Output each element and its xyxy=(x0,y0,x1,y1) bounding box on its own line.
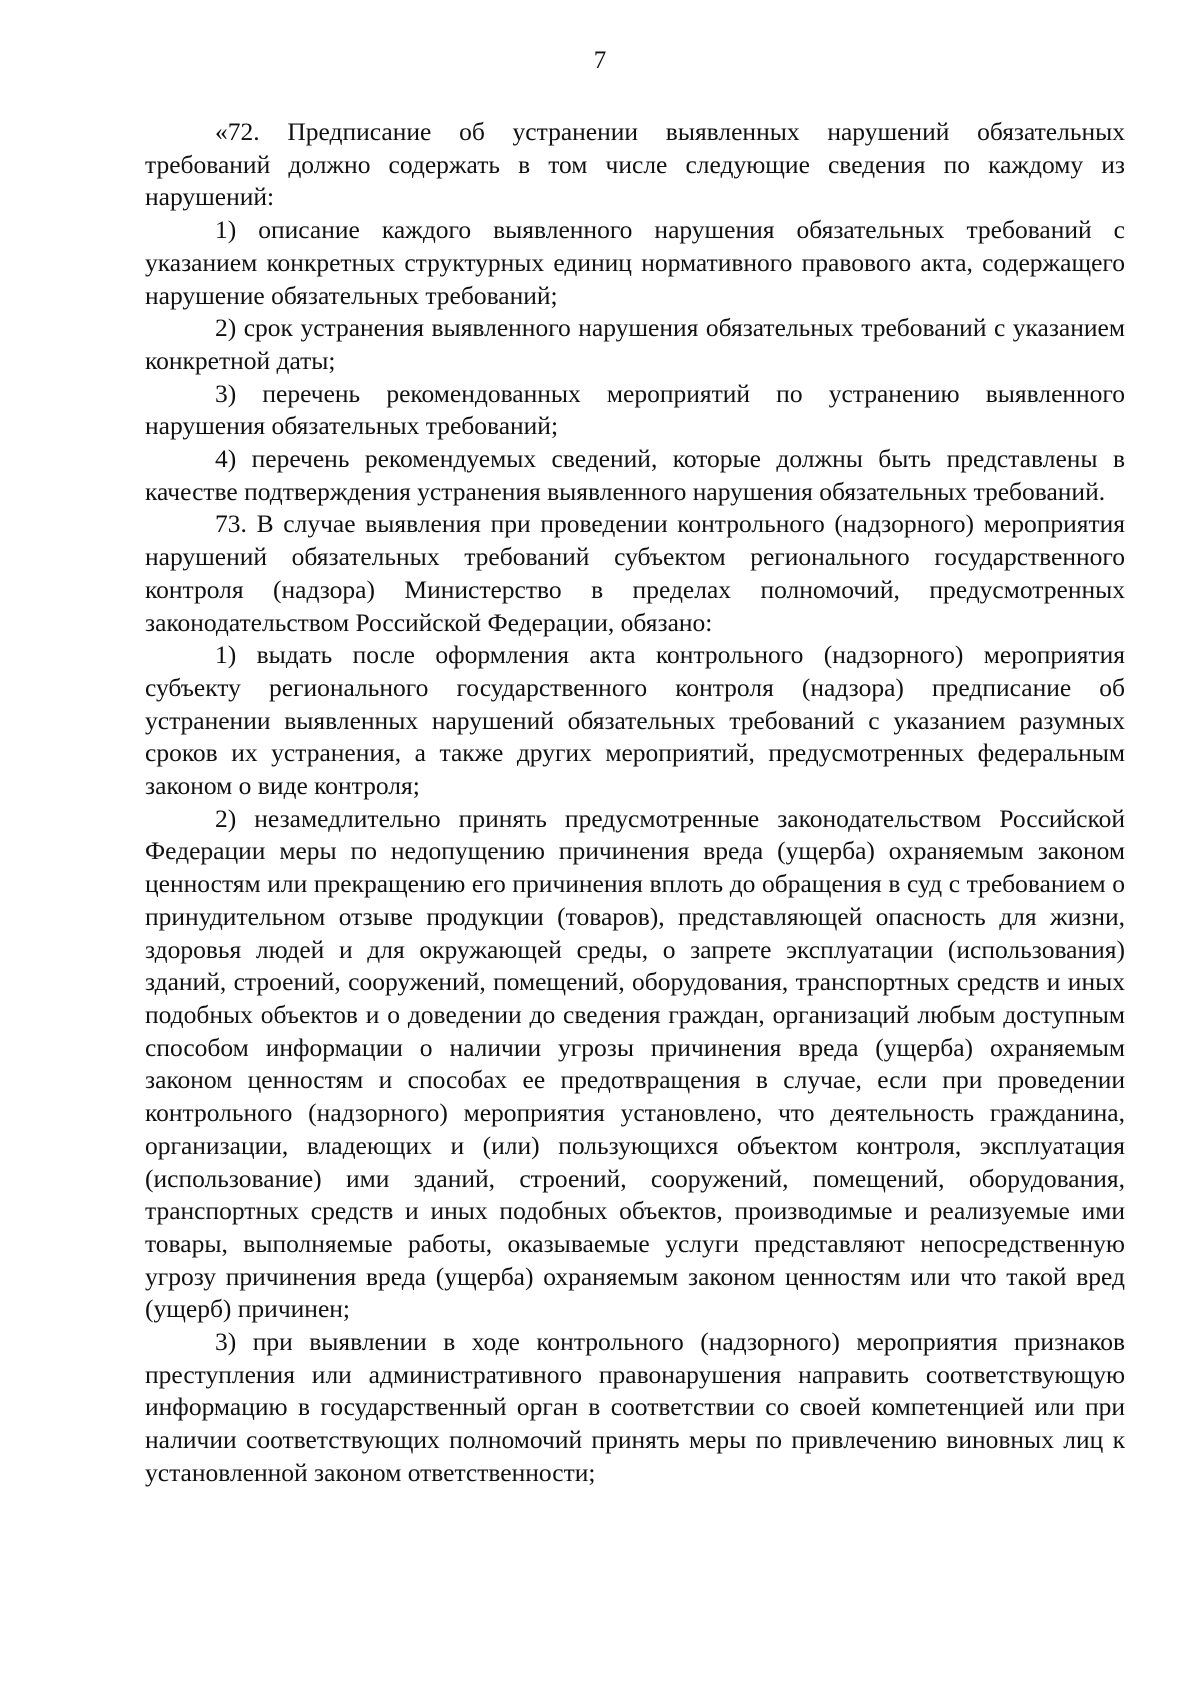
page-number: 7 xyxy=(593,47,607,74)
paragraph-73-item-3: 3) при выявлении в ходе контрольного (надзорного) мероприятия признаков преступления или административного правонарушения направить соответствующую информацию в государственный орган в соответствии со своей компетенцией или при наличии соответствующих полномочий принять меры по привлечению виновных лиц к установленной законом ответственности; xyxy=(145,1327,1125,1487)
paragraph-72-item-3: 3) перечень рекомендованных мероприятий по устранению выявленного нарушения обязательных требований; xyxy=(145,378,1125,441)
paragraph-73-item-1: 1) выдать после оформления акта контрольного (надзорного) мероприятия субъекту регионального государственного контроля (надзора) предписание об устранении выявленных нарушений обязательных требований с указанием разумных сроков их устранения, а также других мероприятий, предусмотренных федеральным законом о виде контроля; xyxy=(145,640,1125,801)
paragraph-72-intro: «72. Предписание об устранении выявленных нарушений обязательных требований должно содержать в том числе следующие сведения по каждому из нарушений: xyxy=(145,117,1125,212)
paragraph-72-item-4: 4) перечень рекомендуемых сведений, которые должны быть представлены в качестве подтверждения устранения выявленного нарушения обязательных требований. xyxy=(145,444,1125,506)
paragraph-72-item-2: 2) срок устранения выявленного нарушения обязательных требований с указанием конкретной даты; xyxy=(145,313,1125,375)
paragraph-73-item-2: 2) незамедлительно принять предусмотренные законодательством Российской Федерации меры по недопущению причинения вреда (ущерба) охраняемым законом ценностям или прекращению его причинения вплоть до обращения в суд с требованием о принудительном отзыве продукции (товаров), представляющей опасность для жизни, здоровья людей и для окружающей среды, о запрете эксплуатации (использования) зданий, строений, сооружений, помещений, оборудования, транспортных средств и иных подобных объектов и о доведении до сведения граждан, организаций любым доступным способом информации о наличии угрозы причинения вреда (ущерба) охраняемым законом ценностям и способах ее предотвращения в случае, если при проведении контрольного (надзорного) мероприятия установлено, что деятельность гражданина, организации, владеющих и (или) пользующихся объектом контроля, эксплуатация (использование) ими зданий, строений, сооружений, помещений, оборудования, транспортных средств и иных подобных объектов, производимые и реализуемые ими товары, выполняемые работы, оказываемые услуги представляют непосредственную угрозу причинения вреда (ущерба) охраняемым законом ценностям или что такой вред (ущерб) причинен; xyxy=(145,803,1125,1324)
paragraph-72-item-1: 1) описание каждого выявленного нарушения обязательных требований с указанием конкретных структурных единиц нормативного правового акта, содержащего нарушение обязательных требований; xyxy=(145,215,1125,310)
paragraph-73-intro: 73. В случае выявления при проведении контрольного (надзорного) мероприятия нарушений обязательных требований субъектом регионального государственного контроля (надзора) Министерство в пределах полномочий, предусмотренных законодательством Российской Федерации, обязано: xyxy=(145,509,1125,637)
document-body xyxy=(145,116,1125,1490)
